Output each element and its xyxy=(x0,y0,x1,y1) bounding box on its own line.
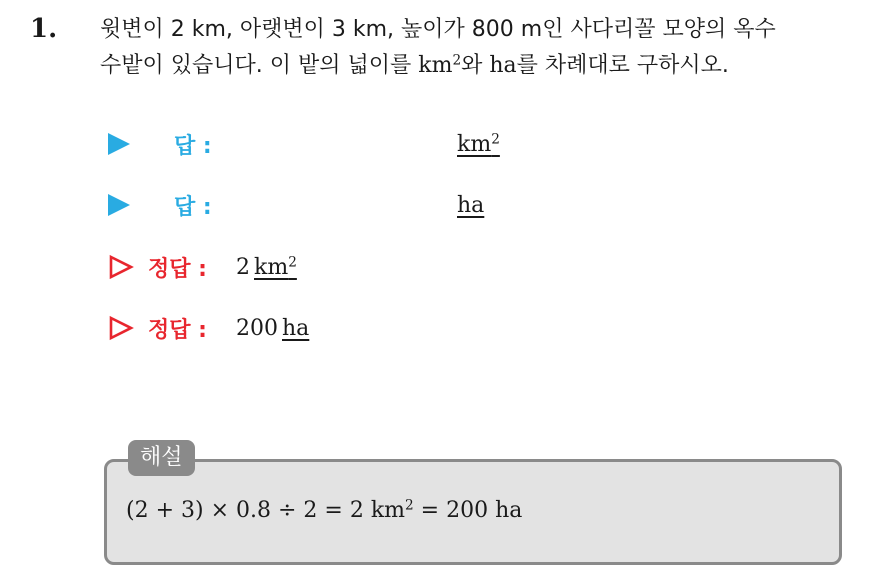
answer-unit-2[interactable]: ha xyxy=(457,192,485,218)
solution-value-1: 2 $km^2$ xyxy=(236,254,297,280)
question-text xyxy=(100,12,870,84)
question-line-2-middle: 와 xyxy=(461,53,490,78)
explanation-formula: (2 + 3) × 0.8 ÷ 2 = 2 $km^2 = 200$ ha xyxy=(126,497,523,523)
solution-label-2: 정답 : xyxy=(148,317,207,343)
answer-label-2: 답 : xyxy=(174,194,212,220)
solution-row-1 xyxy=(108,250,297,284)
explanation-tab: 해설 xyxy=(128,440,195,476)
unit-ha: ha xyxy=(489,53,517,78)
question-line-2-end: 를 차례대로 구하시오. xyxy=(516,53,729,78)
question-line-2 xyxy=(100,48,870,84)
solution-row-2 xyxy=(108,311,310,345)
question-line-2-start: 수밭이 있습니다. 이 밭의 넓이를 xyxy=(100,53,419,78)
solution-value-2: 200 ha xyxy=(236,315,310,341)
answer-unit-1[interactable]: $km^2$ xyxy=(457,131,500,157)
solution-label-1: 정답 : xyxy=(148,256,207,282)
outline-triangle-icon xyxy=(108,315,134,341)
play-arrow-icon xyxy=(108,194,130,216)
question-line-1: 윗변이 2 km, 아랫변이 3 km, 높이가 800 m인 사다리꼴 모양의 옥수 xyxy=(100,17,776,42)
outline-triangle-icon xyxy=(108,254,134,280)
unit-km2: $km^2$ xyxy=(418,52,462,78)
answer-row-2 xyxy=(108,188,485,222)
answer-label-1: 답 : xyxy=(174,133,212,159)
question-number: 1. xyxy=(30,14,58,44)
play-arrow-icon xyxy=(108,133,130,155)
answer-row-1 xyxy=(108,127,500,161)
